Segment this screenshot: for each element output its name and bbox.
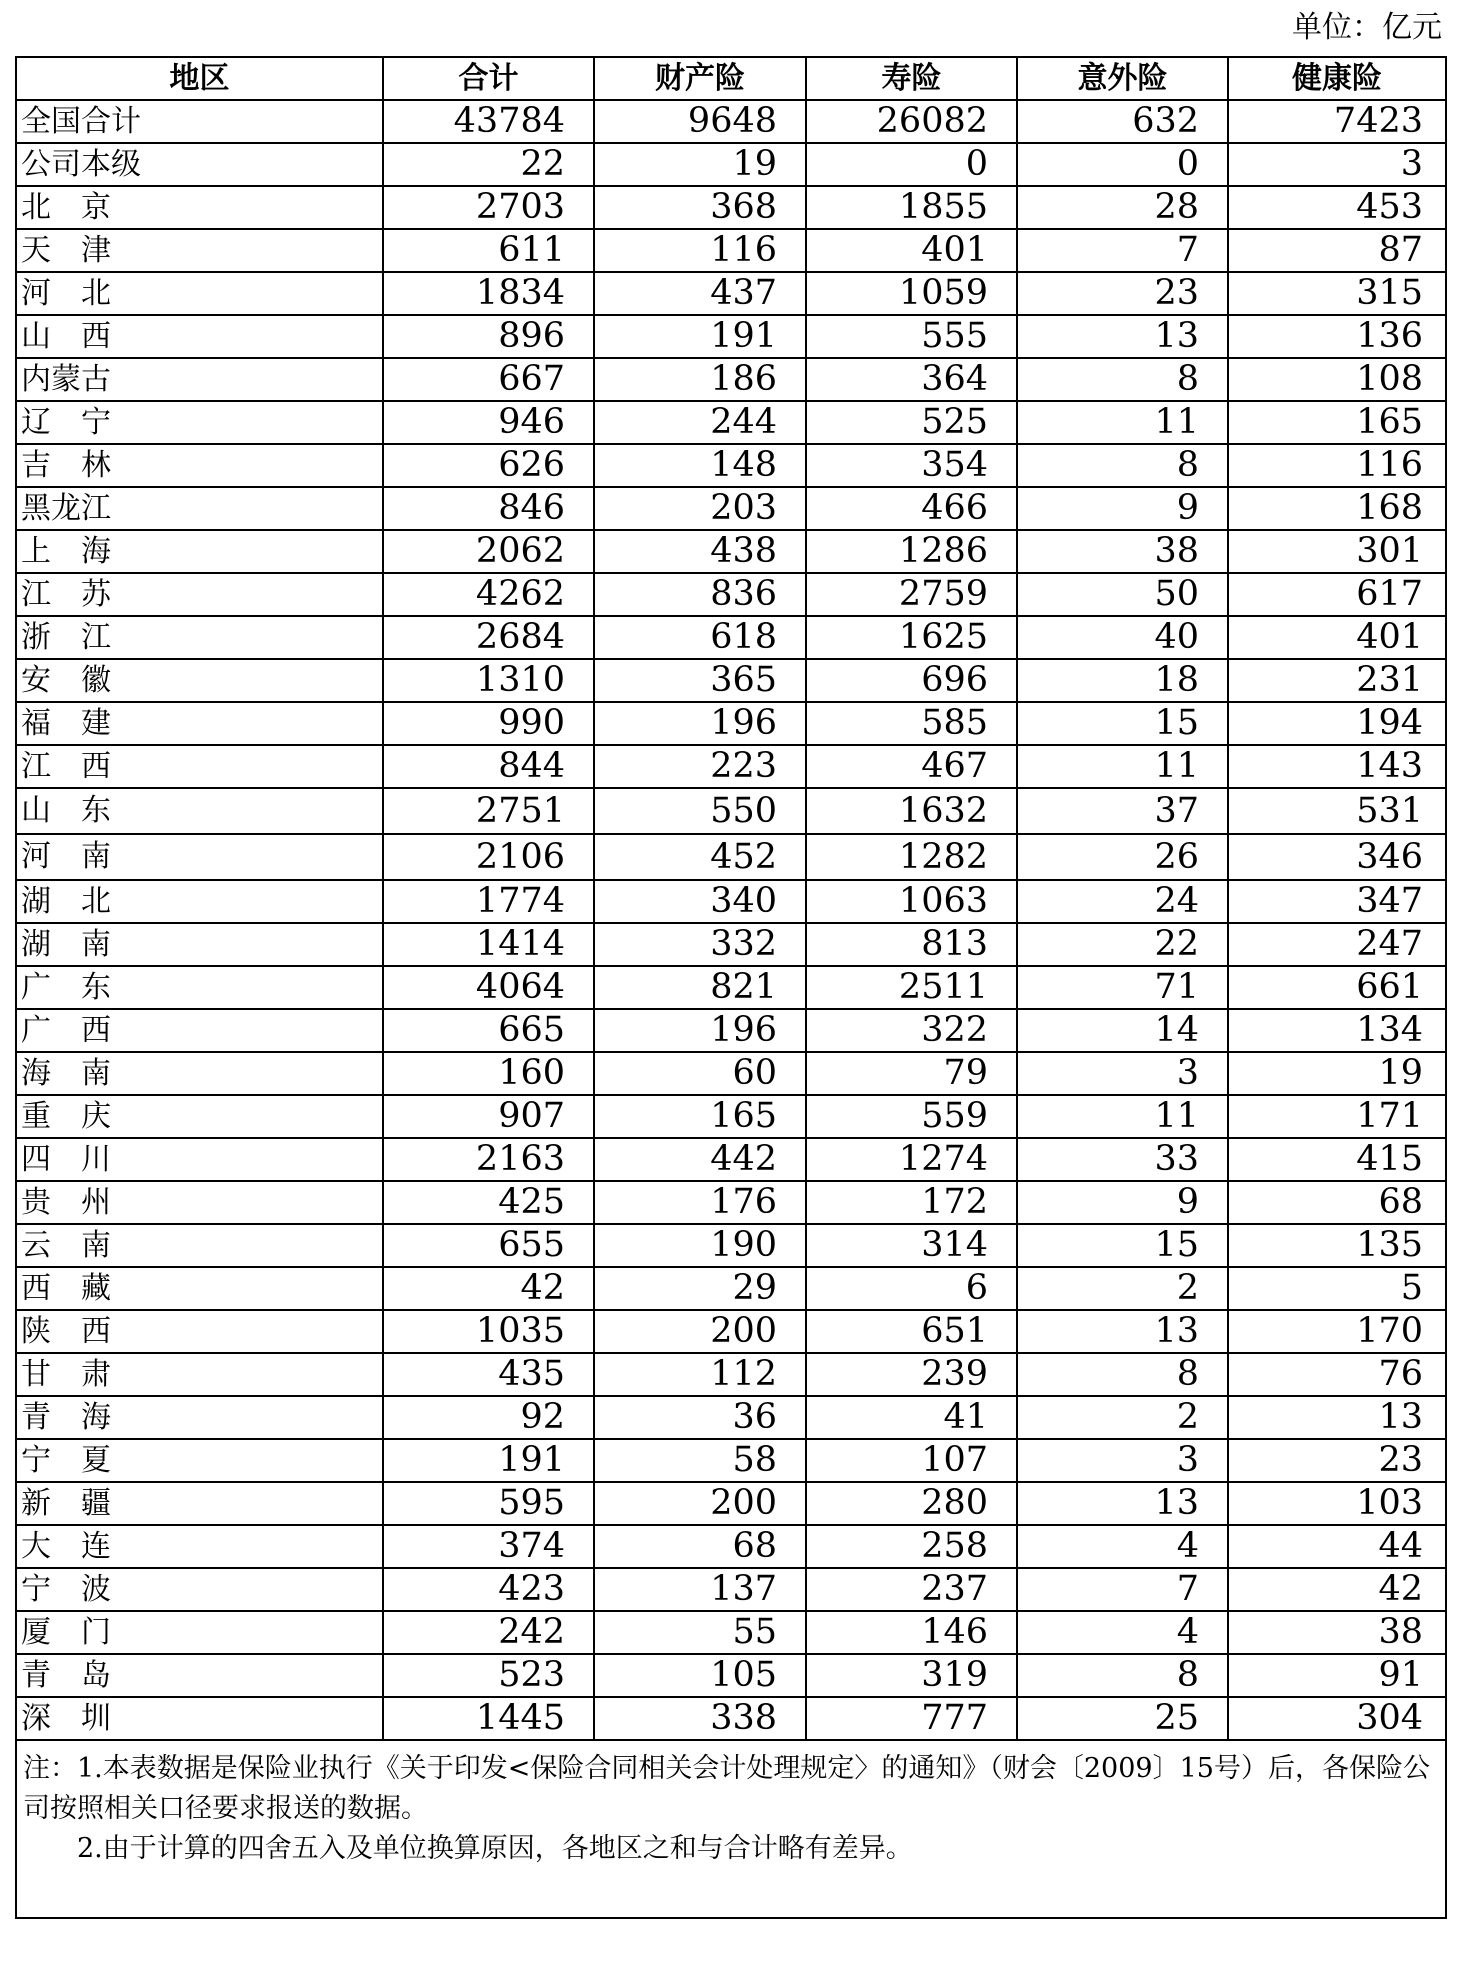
notes-row (16, 1740, 1446, 1918)
property-cell: 190 (594, 1224, 806, 1267)
life-cell: 401 (806, 229, 1017, 272)
table-row (16, 880, 1446, 923)
accident-cell: 9 (1017, 1181, 1228, 1224)
table-row (16, 1353, 1446, 1396)
total-cell: 665 (383, 1009, 594, 1052)
total-cell: 2751 (383, 788, 594, 834)
accident-cell: 4 (1017, 1525, 1228, 1568)
health-cell: 168 (1228, 487, 1446, 530)
table-row (16, 444, 1446, 487)
health-cell: 3 (1228, 143, 1446, 186)
total-cell: 4262 (383, 573, 594, 616)
accident-cell: 11 (1017, 401, 1228, 444)
health-cell: 231 (1228, 659, 1446, 702)
table-row (16, 659, 1446, 702)
life-cell: 813 (806, 923, 1017, 966)
col-header-property: 财产险 (594, 57, 806, 100)
property-cell: 165 (594, 1095, 806, 1138)
region-cell: 宁 波 (16, 1568, 383, 1611)
total-cell: 626 (383, 444, 594, 487)
region-cell: 甘 肃 (16, 1353, 383, 1396)
table-row (16, 1396, 1446, 1439)
accident-cell: 15 (1017, 702, 1228, 745)
accident-cell: 26 (1017, 834, 1228, 880)
note-1: 注：1.本表数据是保险业执行《关于印发<保险合同相关会计处理规定〉的通知》（财会〔2009〕15号）后，各保险公司按照相关口径要求报送的数据。 (23, 1753, 1430, 1824)
accident-cell: 11 (1017, 745, 1228, 788)
total-cell: 423 (383, 1568, 594, 1611)
table-row (16, 1267, 1446, 1310)
total-cell: 435 (383, 1353, 594, 1396)
total-cell: 611 (383, 229, 594, 272)
life-cell: 1855 (806, 186, 1017, 229)
header-row (16, 57, 1446, 100)
life-cell: 319 (806, 1654, 1017, 1697)
total-cell: 2703 (383, 186, 594, 229)
accident-cell: 15 (1017, 1224, 1228, 1267)
total-cell: 92 (383, 1396, 594, 1439)
accident-cell: 3 (1017, 1439, 1228, 1482)
region-cell: 湖 北 (16, 880, 383, 923)
region-cell: 湖 南 (16, 923, 383, 966)
total-cell: 425 (383, 1181, 594, 1224)
total-cell: 655 (383, 1224, 594, 1267)
accident-cell: 14 (1017, 1009, 1228, 1052)
accident-cell: 4 (1017, 1611, 1228, 1654)
property-cell: 332 (594, 923, 806, 966)
region-cell: 安 徽 (16, 659, 383, 702)
health-cell: 415 (1228, 1138, 1446, 1181)
table-row (16, 788, 1446, 834)
life-cell: 146 (806, 1611, 1017, 1654)
life-cell: 237 (806, 1568, 1017, 1611)
region-cell: 北 京 (16, 186, 383, 229)
health-cell: 23 (1228, 1439, 1446, 1482)
total-cell: 1445 (383, 1697, 594, 1740)
region-cell: 贵 州 (16, 1181, 383, 1224)
total-cell: 4064 (383, 966, 594, 1009)
property-cell: 60 (594, 1052, 806, 1095)
col-header-life: 寿险 (806, 57, 1017, 100)
property-cell: 437 (594, 272, 806, 315)
property-cell: 105 (594, 1654, 806, 1697)
table-row (16, 401, 1446, 444)
table-row (16, 966, 1446, 1009)
property-cell: 19 (594, 143, 806, 186)
total-cell: 844 (383, 745, 594, 788)
health-cell: 5 (1228, 1267, 1446, 1310)
region-cell: 山 东 (16, 788, 383, 834)
health-cell: 617 (1228, 573, 1446, 616)
life-cell: 172 (806, 1181, 1017, 1224)
table-row (16, 530, 1446, 573)
life-cell: 2759 (806, 573, 1017, 616)
table-row (16, 1654, 1446, 1697)
accident-cell: 18 (1017, 659, 1228, 702)
accident-cell: 13 (1017, 315, 1228, 358)
life-cell: 651 (806, 1310, 1017, 1353)
health-cell: 661 (1228, 966, 1446, 1009)
life-cell: 1274 (806, 1138, 1017, 1181)
region-cell: 广 东 (16, 966, 383, 1009)
total-cell: 22 (383, 143, 594, 186)
region-cell: 全国合计 (16, 100, 383, 143)
property-cell: 200 (594, 1310, 806, 1353)
property-cell: 176 (594, 1181, 806, 1224)
table-row (16, 702, 1446, 745)
table-row (16, 573, 1446, 616)
total-cell: 160 (383, 1052, 594, 1095)
accident-cell: 7 (1017, 1568, 1228, 1611)
property-cell: 36 (594, 1396, 806, 1439)
health-cell: 453 (1228, 186, 1446, 229)
property-cell: 196 (594, 702, 806, 745)
table-row (16, 186, 1446, 229)
accident-cell: 11 (1017, 1095, 1228, 1138)
property-cell: 452 (594, 834, 806, 880)
health-cell: 401 (1228, 616, 1446, 659)
total-cell: 2684 (383, 616, 594, 659)
property-cell: 821 (594, 966, 806, 1009)
accident-cell: 8 (1017, 444, 1228, 487)
life-cell: 364 (806, 358, 1017, 401)
region-cell: 宁 夏 (16, 1439, 383, 1482)
region-cell: 吉 林 (16, 444, 383, 487)
property-cell: 58 (594, 1439, 806, 1482)
table-row (16, 1525, 1446, 1568)
total-cell: 946 (383, 401, 594, 444)
table-row (16, 616, 1446, 659)
life-cell: 314 (806, 1224, 1017, 1267)
accident-cell: 28 (1017, 186, 1228, 229)
life-cell: 0 (806, 143, 1017, 186)
health-cell: 76 (1228, 1353, 1446, 1396)
total-cell: 2062 (383, 530, 594, 573)
table-row (16, 1095, 1446, 1138)
table-row (16, 143, 1446, 186)
health-cell: 44 (1228, 1525, 1446, 1568)
region-cell: 广 西 (16, 1009, 383, 1052)
table-row (16, 1697, 1446, 1740)
region-cell: 黑龙江 (16, 487, 383, 530)
region-cell: 山 西 (16, 315, 383, 358)
property-cell: 550 (594, 788, 806, 834)
health-cell: 7423 (1228, 100, 1446, 143)
health-cell: 171 (1228, 1095, 1446, 1138)
region-cell: 江 西 (16, 745, 383, 788)
total-cell: 42 (383, 1267, 594, 1310)
health-cell: 108 (1228, 358, 1446, 401)
property-cell: 442 (594, 1138, 806, 1181)
region-cell: 深 圳 (16, 1697, 383, 1740)
region-cell: 江 苏 (16, 573, 383, 616)
region-cell: 海 南 (16, 1052, 383, 1095)
region-cell: 新 疆 (16, 1482, 383, 1525)
property-cell: 340 (594, 880, 806, 923)
table-row (16, 1181, 1446, 1224)
table-body (16, 100, 1446, 1740)
life-cell: 2511 (806, 966, 1017, 1009)
total-cell: 1834 (383, 272, 594, 315)
region-cell: 公司本级 (16, 143, 383, 186)
accident-cell: 8 (1017, 1654, 1228, 1697)
total-cell: 1310 (383, 659, 594, 702)
property-cell: 68 (594, 1525, 806, 1568)
table-row (16, 1052, 1446, 1095)
life-cell: 239 (806, 1353, 1017, 1396)
notes-cell (16, 1740, 1446, 1918)
property-cell: 368 (594, 186, 806, 229)
property-cell: 200 (594, 1482, 806, 1525)
life-cell: 466 (806, 487, 1017, 530)
accident-cell: 22 (1017, 923, 1228, 966)
property-cell: 55 (594, 1611, 806, 1654)
region-cell: 青 海 (16, 1396, 383, 1439)
total-cell: 2163 (383, 1138, 594, 1181)
accident-cell: 632 (1017, 100, 1228, 143)
table-row (16, 834, 1446, 880)
life-cell: 1059 (806, 272, 1017, 315)
unit-label: 单位：亿元 (1292, 10, 1442, 45)
accident-cell: 8 (1017, 358, 1228, 401)
life-cell: 1063 (806, 880, 1017, 923)
life-cell: 525 (806, 401, 1017, 444)
life-cell: 79 (806, 1052, 1017, 1095)
region-cell: 云 南 (16, 1224, 383, 1267)
health-cell: 135 (1228, 1224, 1446, 1267)
region-cell: 陕 西 (16, 1310, 383, 1353)
health-cell: 134 (1228, 1009, 1446, 1052)
accident-cell: 8 (1017, 1353, 1228, 1396)
life-cell: 280 (806, 1482, 1017, 1525)
accident-cell: 9 (1017, 487, 1228, 530)
total-cell: 2106 (383, 834, 594, 880)
accident-cell: 38 (1017, 530, 1228, 573)
table-row (16, 100, 1446, 143)
life-cell: 585 (806, 702, 1017, 745)
property-cell: 9648 (594, 100, 806, 143)
table-row (16, 1009, 1446, 1052)
total-cell: 191 (383, 1439, 594, 1482)
health-cell: 136 (1228, 315, 1446, 358)
life-cell: 107 (806, 1439, 1017, 1482)
table-row (16, 487, 1446, 530)
table-row (16, 358, 1446, 401)
table-row (16, 1439, 1446, 1482)
property-cell: 196 (594, 1009, 806, 1052)
region-cell: 河 南 (16, 834, 383, 880)
health-cell: 194 (1228, 702, 1446, 745)
table-row (16, 272, 1446, 315)
accident-cell: 0 (1017, 143, 1228, 186)
property-cell: 148 (594, 444, 806, 487)
accident-cell: 37 (1017, 788, 1228, 834)
accident-cell: 13 (1017, 1482, 1228, 1525)
region-cell: 青 岛 (16, 1654, 383, 1697)
health-cell: 165 (1228, 401, 1446, 444)
life-cell: 6 (806, 1267, 1017, 1310)
table-row (16, 315, 1446, 358)
accident-cell: 25 (1017, 1697, 1228, 1740)
table-row (16, 229, 1446, 272)
total-cell: 374 (383, 1525, 594, 1568)
accident-cell: 50 (1017, 573, 1228, 616)
total-cell: 667 (383, 358, 594, 401)
region-cell: 福 建 (16, 702, 383, 745)
health-cell: 116 (1228, 444, 1446, 487)
health-cell: 13 (1228, 1396, 1446, 1439)
health-cell: 531 (1228, 788, 1446, 834)
property-cell: 618 (594, 616, 806, 659)
region-cell: 河 北 (16, 272, 383, 315)
property-cell: 365 (594, 659, 806, 702)
region-cell: 大 连 (16, 1525, 383, 1568)
life-cell: 559 (806, 1095, 1017, 1138)
accident-cell: 71 (1017, 966, 1228, 1009)
region-cell: 厦 门 (16, 1611, 383, 1654)
total-cell: 1035 (383, 1310, 594, 1353)
table-row (16, 1310, 1446, 1353)
total-cell: 1774 (383, 880, 594, 923)
accident-cell: 13 (1017, 1310, 1228, 1353)
total-cell: 896 (383, 315, 594, 358)
health-cell: 91 (1228, 1654, 1446, 1697)
property-cell: 438 (594, 530, 806, 573)
health-cell: 42 (1228, 1568, 1446, 1611)
health-cell: 247 (1228, 923, 1446, 966)
col-header-health: 健康险 (1228, 57, 1446, 100)
health-cell: 19 (1228, 1052, 1446, 1095)
property-cell: 191 (594, 315, 806, 358)
table-row (16, 1611, 1446, 1654)
accident-cell: 2 (1017, 1267, 1228, 1310)
total-cell: 1414 (383, 923, 594, 966)
total-cell: 846 (383, 487, 594, 530)
property-cell: 29 (594, 1267, 806, 1310)
total-cell: 242 (383, 1611, 594, 1654)
region-cell: 辽 宁 (16, 401, 383, 444)
accident-cell: 23 (1017, 272, 1228, 315)
region-cell: 内蒙古 (16, 358, 383, 401)
total-cell: 595 (383, 1482, 594, 1525)
health-cell: 103 (1228, 1482, 1446, 1525)
life-cell: 322 (806, 1009, 1017, 1052)
life-cell: 1286 (806, 530, 1017, 573)
health-cell: 346 (1228, 834, 1446, 880)
health-cell: 304 (1228, 1697, 1446, 1740)
total-cell: 907 (383, 1095, 594, 1138)
total-cell: 990 (383, 702, 594, 745)
note-2: 2.由于计算的四舍五入及单位换算原因，各地区之和与合计略有差异。 (77, 1833, 913, 1864)
health-cell: 68 (1228, 1181, 1446, 1224)
col-header-accident: 意外险 (1017, 57, 1228, 100)
accident-cell: 40 (1017, 616, 1228, 659)
life-cell: 467 (806, 745, 1017, 788)
total-cell: 43784 (383, 100, 594, 143)
life-cell: 696 (806, 659, 1017, 702)
property-cell: 137 (594, 1568, 806, 1611)
region-cell: 天 津 (16, 229, 383, 272)
life-cell: 354 (806, 444, 1017, 487)
health-cell: 143 (1228, 745, 1446, 788)
premium-table (15, 56, 1447, 1919)
health-cell: 301 (1228, 530, 1446, 573)
accident-cell: 33 (1017, 1138, 1228, 1181)
property-cell: 116 (594, 229, 806, 272)
property-cell: 112 (594, 1353, 806, 1396)
life-cell: 1625 (806, 616, 1017, 659)
region-cell: 西 藏 (16, 1267, 383, 1310)
table-row (16, 1568, 1446, 1611)
table-row (16, 745, 1446, 788)
table-row (16, 1224, 1446, 1267)
region-cell: 重 庆 (16, 1095, 383, 1138)
life-cell: 1282 (806, 834, 1017, 880)
property-cell: 203 (594, 487, 806, 530)
life-cell: 555 (806, 315, 1017, 358)
health-cell: 315 (1228, 272, 1446, 315)
health-cell: 347 (1228, 880, 1446, 923)
property-cell: 186 (594, 358, 806, 401)
table-row (16, 923, 1446, 966)
table-row (16, 1138, 1446, 1181)
region-cell: 四 川 (16, 1138, 383, 1181)
life-cell: 777 (806, 1697, 1017, 1740)
col-header-total: 合计 (383, 57, 594, 100)
property-cell: 836 (594, 573, 806, 616)
property-cell: 338 (594, 1697, 806, 1740)
property-cell: 223 (594, 745, 806, 788)
accident-cell: 3 (1017, 1052, 1228, 1095)
total-cell: 523 (383, 1654, 594, 1697)
region-cell: 上 海 (16, 530, 383, 573)
life-cell: 41 (806, 1396, 1017, 1439)
accident-cell: 24 (1017, 880, 1228, 923)
health-cell: 170 (1228, 1310, 1446, 1353)
accident-cell: 7 (1017, 229, 1228, 272)
table-row (16, 1482, 1446, 1525)
health-cell: 87 (1228, 229, 1446, 272)
accident-cell: 2 (1017, 1396, 1228, 1439)
col-header-region: 地区 (16, 57, 383, 100)
health-cell: 38 (1228, 1611, 1446, 1654)
region-cell: 浙 江 (16, 616, 383, 659)
life-cell: 258 (806, 1525, 1017, 1568)
life-cell: 1632 (806, 788, 1017, 834)
property-cell: 244 (594, 401, 806, 444)
life-cell: 26082 (806, 100, 1017, 143)
